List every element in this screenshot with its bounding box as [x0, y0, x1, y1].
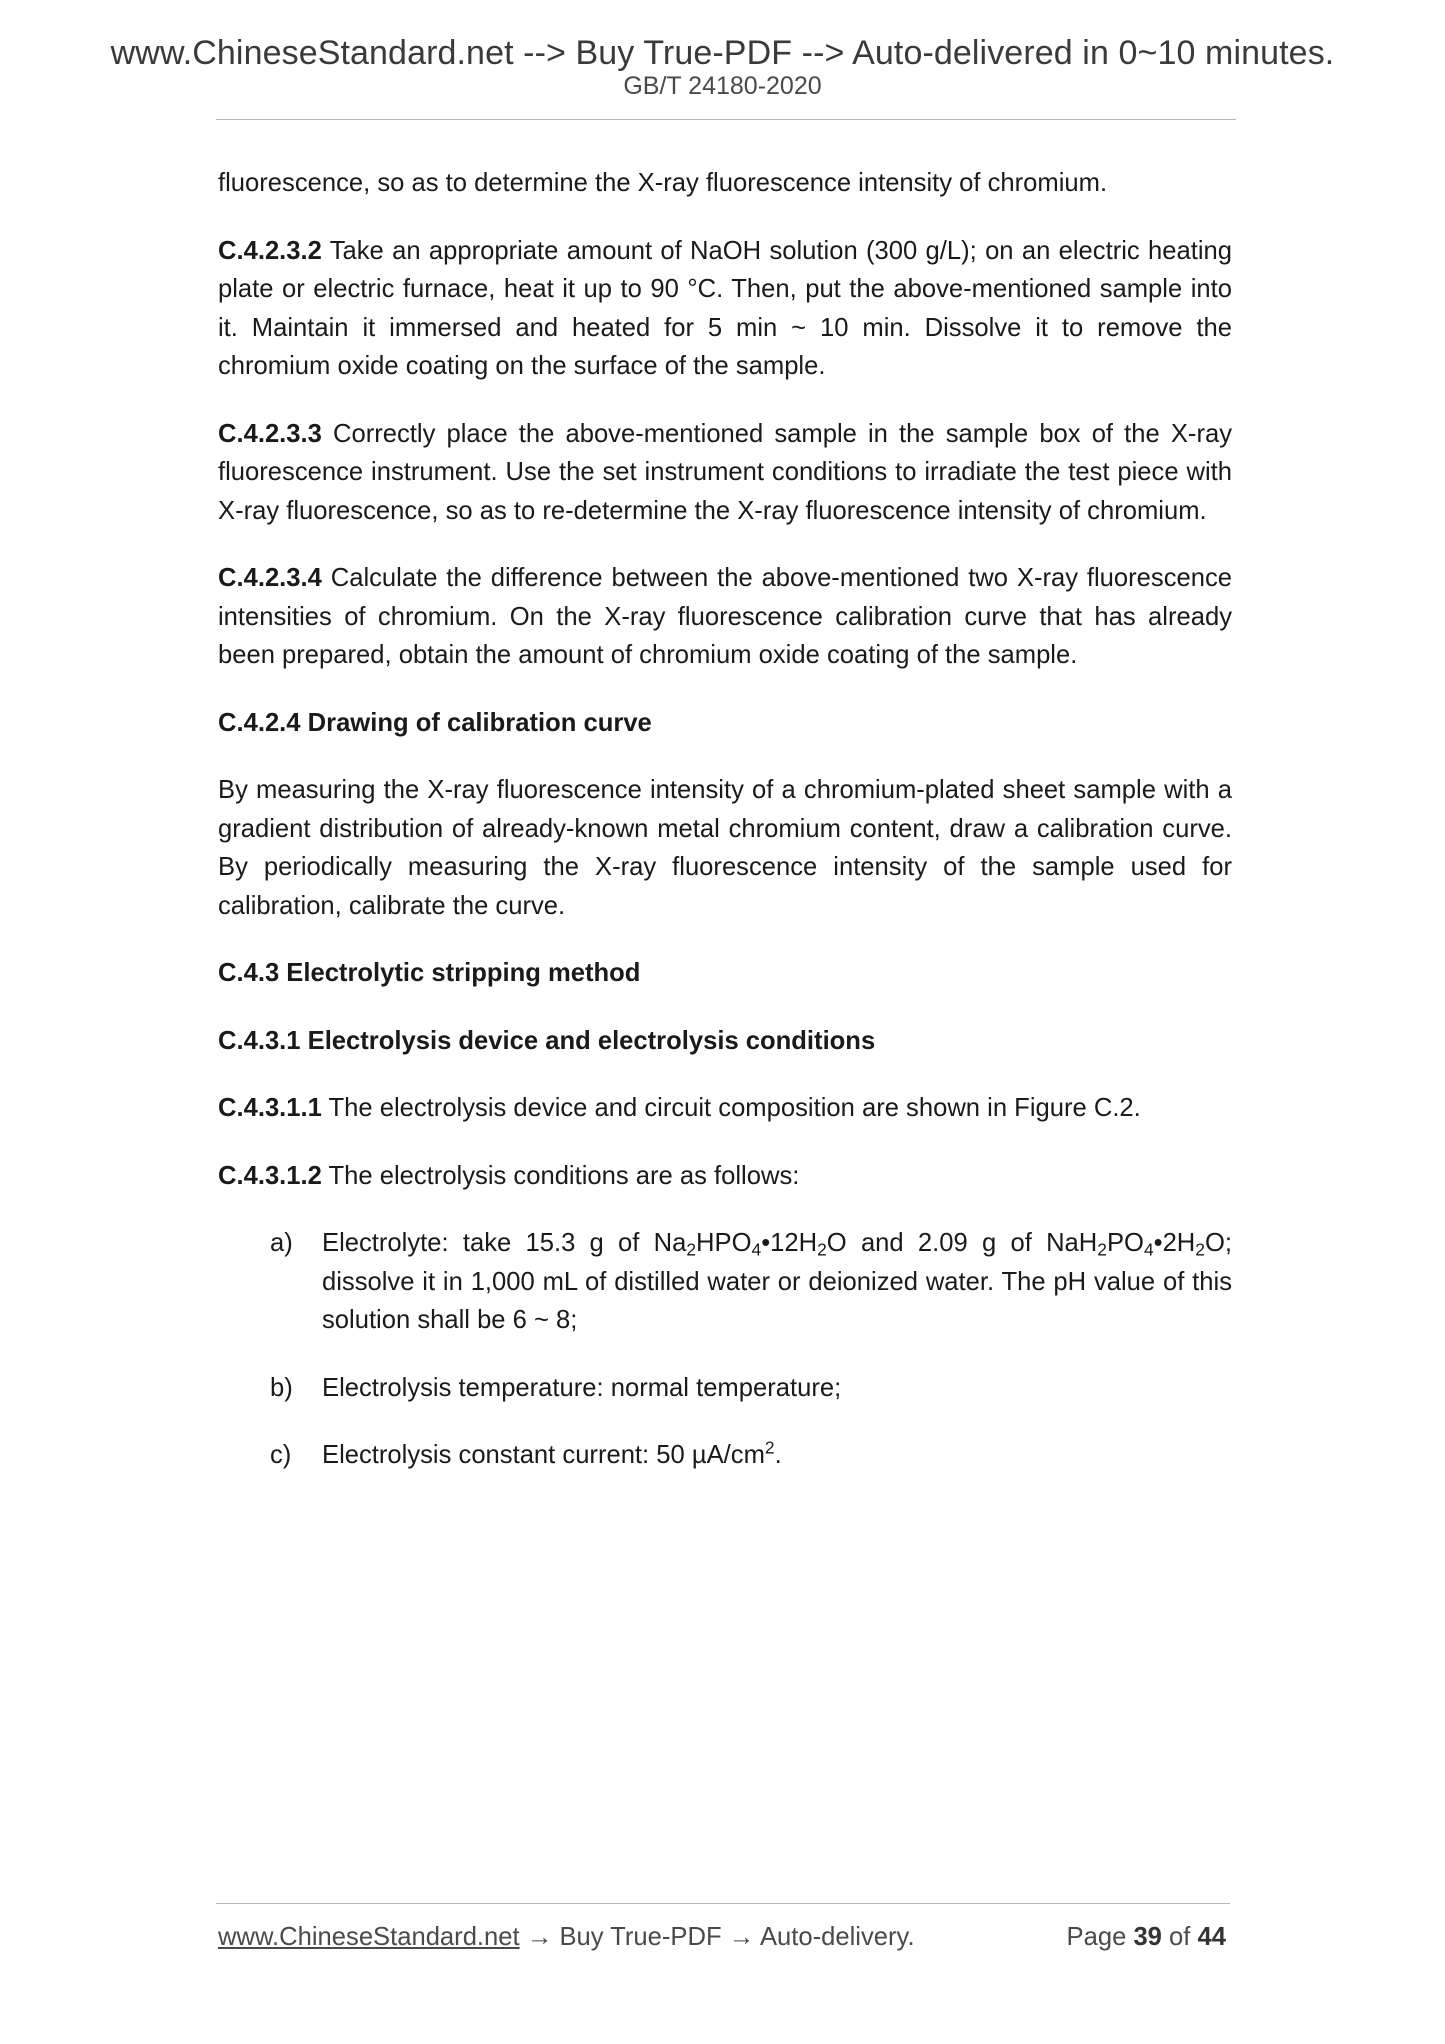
footer-tagline: → Buy True-PDF → Auto-delivery. [519, 1923, 915, 1951]
document-number: GB/T 24180-2020 [623, 72, 822, 100]
clause-text: Calculate the difference between the above-mentioned two X-ray fluorescence intensities of chromium. On the X-ray fluorescence calibration curve that has already been prepared, obtain the amount of chromium oxide coating of the sample. [218, 564, 1232, 669]
list-item-a [218, 1224, 1232, 1340]
current-page: 39 [1133, 1923, 1162, 1951]
paragraph-calibration: By measuring the X-ray fluorescence intensity of a chromium-plated sheet sample with a gradient distribution of already-known metal chromium content, draw a calibration curve. By periodically measuring the X-ray fluorescence intensity of the sample used for calibration, calibrate the curve. [218, 776, 1232, 920]
list-item-text: Electrolyte: take 15.3 g of $Na_2HPO_4•12H_2O$ and 2.09 g of $NaH_2PO_4•2H_2O$; dissolve it in 1,000 mL of distilled water or deionized water. The pH value of this solution shall be 6 ~ 8; [322, 1229, 1232, 1334]
list-item-c [218, 1436, 1232, 1475]
footer-website-link[interactable]: www.ChineseStandard.net [218, 1923, 520, 1951]
clause-c-4-3-1-1 [218, 1089, 1232, 1128]
paragraph-continuation: fluorescence, so as to determine the X-ray fluorescence intensity of chromium. [218, 169, 1108, 197]
clause-number: C.4.2.3.2 [218, 236, 322, 265]
list-item-b [218, 1369, 1232, 1408]
section-heading-c-4-2-4: C.4.2.4 Drawing of calibration curve [218, 708, 652, 737]
clause-number: C.4.3.1.2 [218, 1161, 322, 1190]
header-divider [216, 119, 1236, 120]
clause-c-4-2-3-2 [218, 232, 1232, 386]
clause-text: The electrolysis conditions are as follows: [321, 1161, 800, 1190]
clause-c-4-2-3-4 [218, 559, 1232, 675]
clause-text: The electrolysis device and circuit composition are shown in Figure C.2. [321, 1094, 1141, 1122]
section-heading-c-4-3: C.4.3 Electrolytic stripping method [218, 959, 641, 987]
clause-text: Correctly place the above-mentioned sample in the sample box of the X-ray fluorescence instrument. Use the set instrument conditions to irradiate the test piece with X-ray fluorescence, so as to re-determine the X-ray fluorescence intensity of chromium. [218, 419, 1232, 525]
list-marker: c) [270, 1441, 292, 1469]
clause-text: Take an appropriate amount of NaOH solution (300 g/L); on an electric heating plate or electric furnace, heat it up to 90 °C. Then, put the above-mentioned sample into it. Maintain it immersed and heated for 5 min ~ 10 min. Dissolve it to remove the chromium oxide coating on the surface of the sample. [218, 236, 1232, 380]
total-pages: 44 [1197, 1923, 1226, 1951]
header-banner: www.ChineseStandard.net --> Buy True-PDF --> Auto-delivered in 0~10 minutes. [110, 34, 1335, 72]
section-heading-c-4-3-1: C.4.3.1 Electrolysis device and electrolysis conditions [218, 1026, 876, 1055]
page-indicator: Page 39 of 44 [1066, 1923, 1226, 1951]
clause-number: C.4.2.3.4 [218, 564, 322, 592]
clause-number: C.4.3.1.1 [218, 1094, 322, 1122]
list-item-text: Electrolysis constant current: 50 $\mu A/cm^2$. [322, 1437, 782, 1469]
document-body [218, 164, 1232, 1504]
footer-divider [216, 1903, 1230, 1904]
list-marker: a) [270, 1229, 293, 1257]
clause-number: C.4.2.3.3 [218, 419, 322, 448]
list-marker: b) [270, 1373, 293, 1402]
page-footer [218, 1923, 1226, 1952]
list-item-text: Electrolysis temperature: normal temperature; [322, 1373, 842, 1402]
clause-c-4-3-1-2 [218, 1157, 1232, 1196]
clause-c-4-2-3-3 [218, 415, 1232, 531]
